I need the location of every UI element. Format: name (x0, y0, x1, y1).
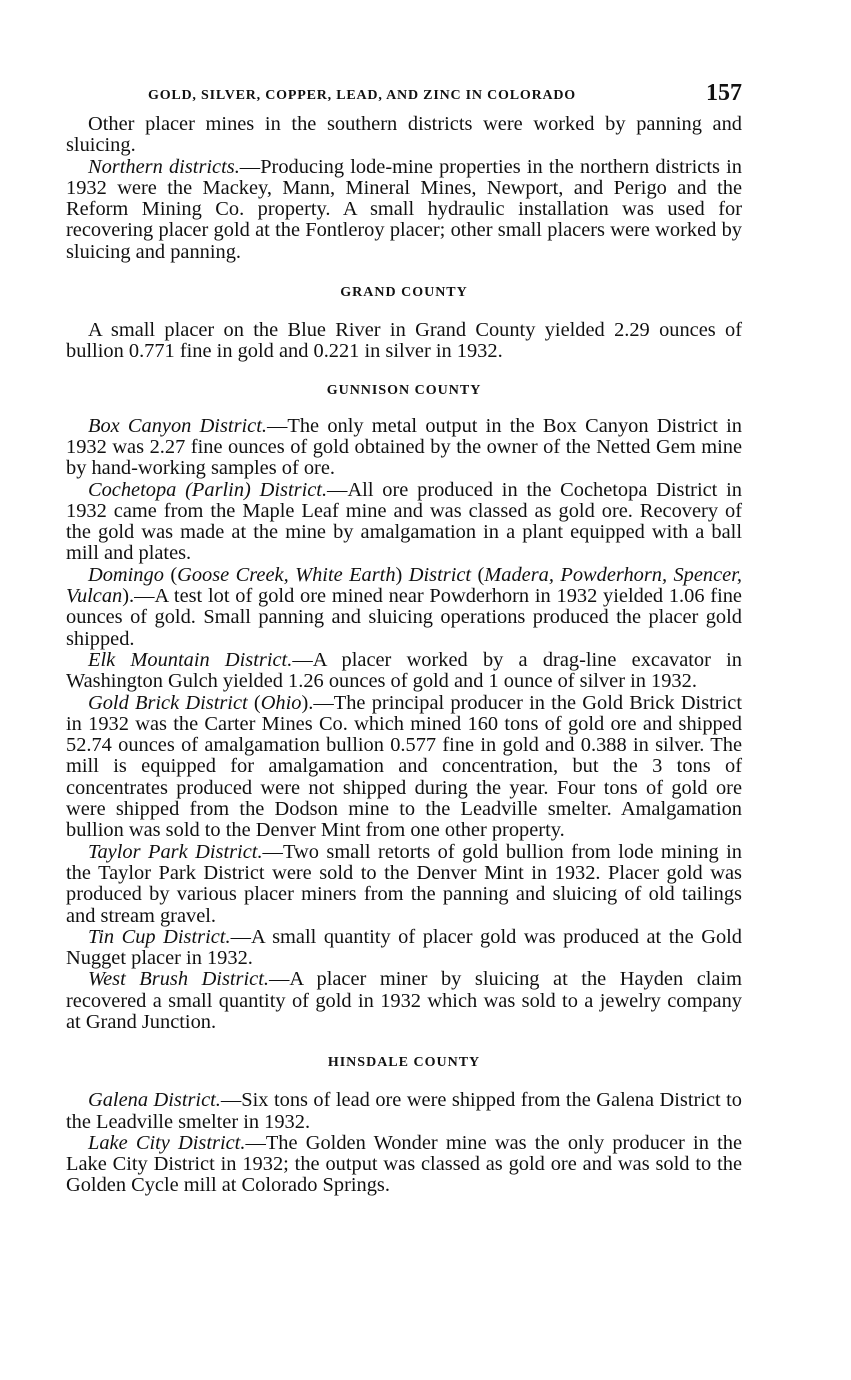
page-number: 157 (706, 80, 742, 106)
paren: ( (163, 563, 178, 586)
paragraph-lead-domingo-district: District (408, 563, 472, 586)
paragraph-west-brush (66, 969, 742, 1033)
paren: ). (301, 691, 314, 714)
paragraph-lead-cochetopa-district: District. (259, 478, 328, 501)
paren: ). (122, 585, 135, 608)
paragraph-box-canyon (66, 416, 742, 480)
running-header (66, 80, 742, 114)
paragraph-grand-county: A small placer on the Blue River in Grand County yielded 2.29 ounces of bullion 0.771 fine in gold and 0.221 in silver in 1932. (66, 319, 742, 363)
paragraph-text-galena: —Six tons of lead ore were shipped from the Galena District to the Leadville smelter in 1932. (66, 1089, 742, 1133)
paragraph-text-tin-cup: —A small quantity of placer gold was produced at the Gold Nugget placer in 1932. (66, 925, 742, 970)
paren: ) (395, 563, 409, 586)
paragraph-lead-domingo: Domingo (88, 563, 164, 586)
paragraph-gold-brick (66, 693, 742, 842)
paragraph-text-northern: —Producing lode-mine properties in the northern districts in 1932 were the Mackey, Mann, Mineral Mines, Newport, and Perigo and the Reform Mining Co. property. A small hydraulic installation was used for recovering placer gold at the Fontleroy placer; other small placers were worked by sluicing and panning. (66, 155, 742, 263)
paragraph-text-gold-brick: —The principal producer in the Gold Brick District in 1932 was the Carter Mines Co. which mined 160 tons of gold ore and shipped 52.74 ounces of amalgamation bullion 0.577 fine in gold and 0.388 in silver. The mill is equipped for amalgamation and concentration, but the 3 tons of concentrates produced were not shipped during the year. Four tons of gold ore were shipped from the Dodson mine to the Leadville smelter. Amalgamation bullion was sold to the Denver Mint from one other property. (66, 691, 742, 842)
paragraph-lead-gold-brick: Gold Brick District (88, 691, 248, 714)
paragraph-lead-cochetopa: Cochetopa (88, 478, 177, 501)
paragraph-lead-ohio: Ohio (260, 691, 302, 714)
paragraph-text-box-canyon: —The only metal output in the Box Canyon District in 1932 was 2.27 fine ounces of gold obtained by the owner of the Netted Gem mine by hand-working samples of ore. (66, 414, 743, 480)
paragraph-lead-taylor-park: Taylor Park District. (88, 840, 263, 863)
paragraph-lead-goose-creek: Goose Creek, White Earth (177, 563, 396, 586)
section-heading-hinsdale-county: HINSDALE COUNTY (327, 1055, 481, 1071)
paragraph-tin-cup (66, 927, 742, 970)
section-heading-gunnison-county: GUNNISON COUNTY (326, 382, 482, 398)
paragraph-lead-madera: Madera, Powderhorn, Spencer, Vulcan (66, 563, 742, 608)
section-heading-grand-county: GRAND COUNTY (340, 285, 468, 301)
paragraph-domingo (66, 565, 742, 650)
paragraph-elk-mountain (66, 650, 742, 693)
paragraph-lead-box-canyon: Box Canyon District. (88, 414, 267, 437)
paragraph-lake-city (66, 1133, 742, 1197)
paragraph-lead-west-brush: West Brush District. (88, 968, 269, 991)
paragraph-lead-galena: Galena District. (88, 1089, 221, 1112)
paragraph-taylor-park (66, 842, 742, 927)
paragraph-cochetopa (66, 480, 742, 565)
paragraph-text-elk-mountain: —A placer worked by a drag-line excavator in Washington Gulch yielded 1.26 ounces of gold and 1 ounce of silver in 1932. (66, 648, 742, 693)
paragraph-southern-placers: Other placer mines in the southern districts were worked by panning and sluicing. (66, 113, 742, 157)
paragraph-northern-districts (66, 157, 742, 263)
paragraph-lead-lake-city: Lake City District. (88, 1131, 246, 1154)
paragraph-text-domingo: —A test lot of gold ore mined near Powderhorn in 1932 yielded 1.06 fine ounces of gold. Small panning and sluicing operations produced the placer gold shipped. (66, 585, 742, 650)
paren: ( (471, 563, 485, 586)
paren: ( (247, 691, 261, 714)
paragraph-text-cochetopa: —All ore produced in the Cochetopa District in 1932 came from the Maple Leaf mine and was classed as gold ore. Recovery of the gold was made at the mine by amalgamation in a plant equipped with a ball mill and plates. (66, 478, 742, 565)
paragraph-text-west-brush: —A placer miner by sluicing at the Hayden claim recovered a small quantity of gold in 1932 which was sold to a jewelry company at Grand Junction. (66, 968, 742, 1033)
document-page (66, 80, 742, 1197)
paragraph-lead-tin-cup: Tin Cup District. (88, 925, 231, 948)
paragraph-text-taylor-park: —Two small retorts of gold bullion from lode mining in the Taylor Park District were sold to the Denver Mint in 1932. Placer gold was produced by various placer miners from the panning and sluicing of old tailings and stream gravel. (66, 840, 742, 927)
paragraph-lead-northern: Northern districts. (88, 155, 240, 178)
paragraph-galena (66, 1090, 742, 1133)
paragraph-lead-parlin: (Parlin) (176, 478, 260, 501)
paragraph-lead-elk-mountain: Elk Mountain District. (88, 648, 293, 671)
paragraph-text-lake-city: —The Golden Wonder mine was the only producer in the Lake City District in 1932; the output was classed as gold ore and was sold to the Golden Cycle mill at Colorado Springs. (66, 1131, 743, 1197)
running-title: GOLD, SILVER, COPPER, LEAD, AND ZINC IN COLORADO (148, 88, 576, 103)
